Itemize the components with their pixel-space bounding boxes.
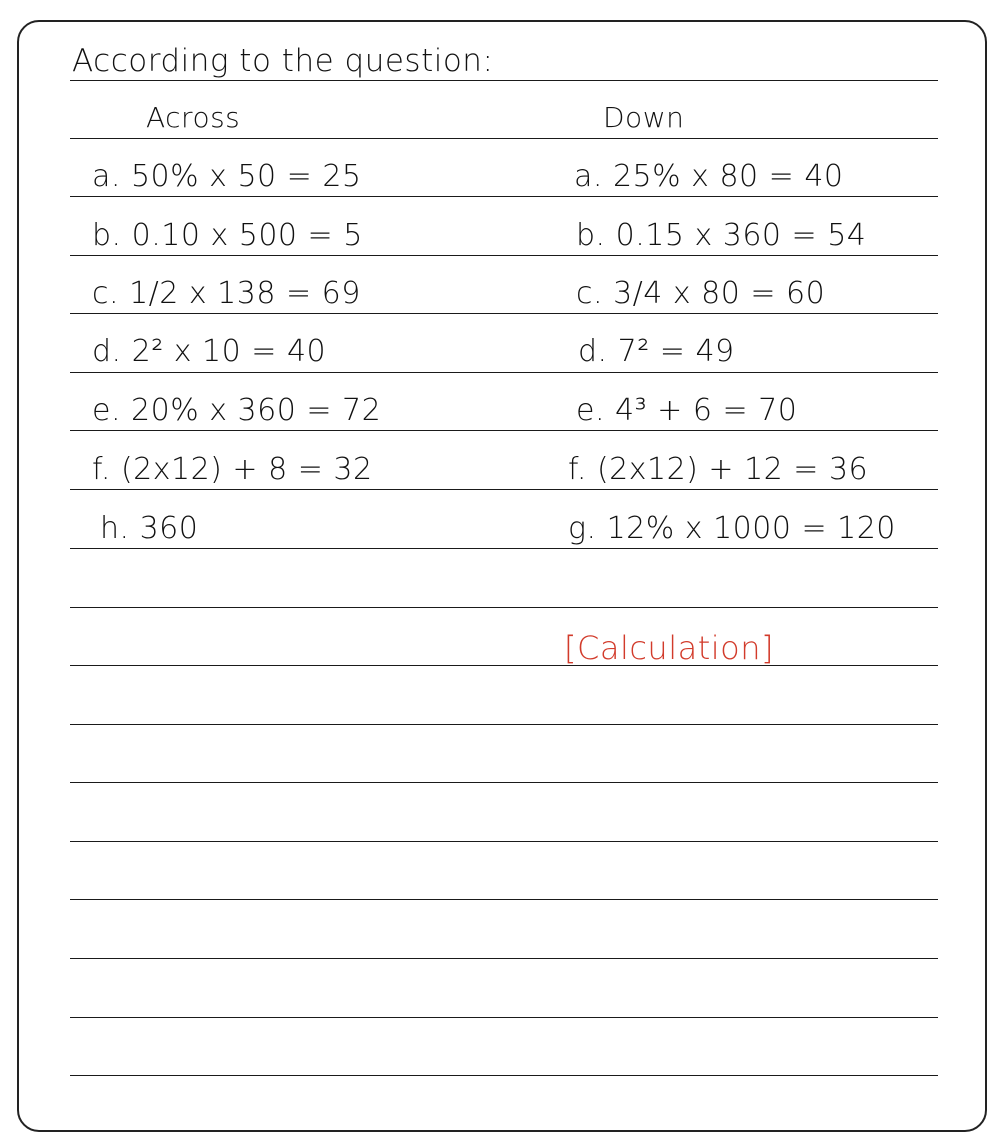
ruled-line — [70, 548, 938, 549]
ruled-line — [70, 138, 938, 139]
ruled-line — [70, 430, 938, 431]
ruled-line — [70, 489, 938, 490]
ruled-line — [70, 372, 938, 373]
down-item: e. 4³ + 6 = 70 — [576, 393, 798, 428]
ruled-line — [70, 958, 938, 959]
down-item: c. 3/4 x 80 = 60 — [576, 276, 826, 311]
ruled-line — [70, 313, 938, 314]
ruled-line — [70, 607, 938, 608]
ruled-line — [70, 255, 938, 256]
down-item: g. 12% x 1000 = 120 — [568, 511, 896, 546]
across-item: a. 50% x 50 = 25 — [92, 159, 362, 194]
down-header: Down — [603, 101, 685, 134]
down-item: b. 0.15 x 360 = 54 — [576, 218, 867, 253]
down-item: f. (2x12) + 12 = 36 — [568, 452, 869, 487]
across-header: Across — [146, 101, 241, 134]
ruled-line — [70, 724, 938, 725]
across-item: e. 20% x 360 = 72 — [92, 393, 382, 428]
intro-text: According to the question: — [72, 43, 494, 79]
across-item: b. 0.10 x 500 = 5 — [92, 218, 363, 253]
calculation-note: [Calculation] — [564, 629, 774, 667]
ruled-line — [70, 782, 938, 783]
ruled-line — [70, 665, 938, 666]
ruled-line — [70, 196, 938, 197]
ruled-line — [70, 899, 938, 900]
down-item: a. 25% x 80 = 40 — [574, 159, 844, 194]
down-item: d. 7² = 49 — [578, 334, 735, 369]
ruled-line — [70, 80, 938, 81]
across-item: d. 2² x 10 = 40 — [92, 334, 327, 369]
across-item: f. (2x12) + 8 = 32 — [92, 452, 373, 487]
ruled-line — [70, 841, 938, 842]
across-item: h. 360 — [100, 511, 199, 546]
ruled-line — [70, 1075, 938, 1076]
ruled-line — [70, 1017, 938, 1018]
across-item: c. 1/2 x 138 = 69 — [92, 276, 361, 311]
